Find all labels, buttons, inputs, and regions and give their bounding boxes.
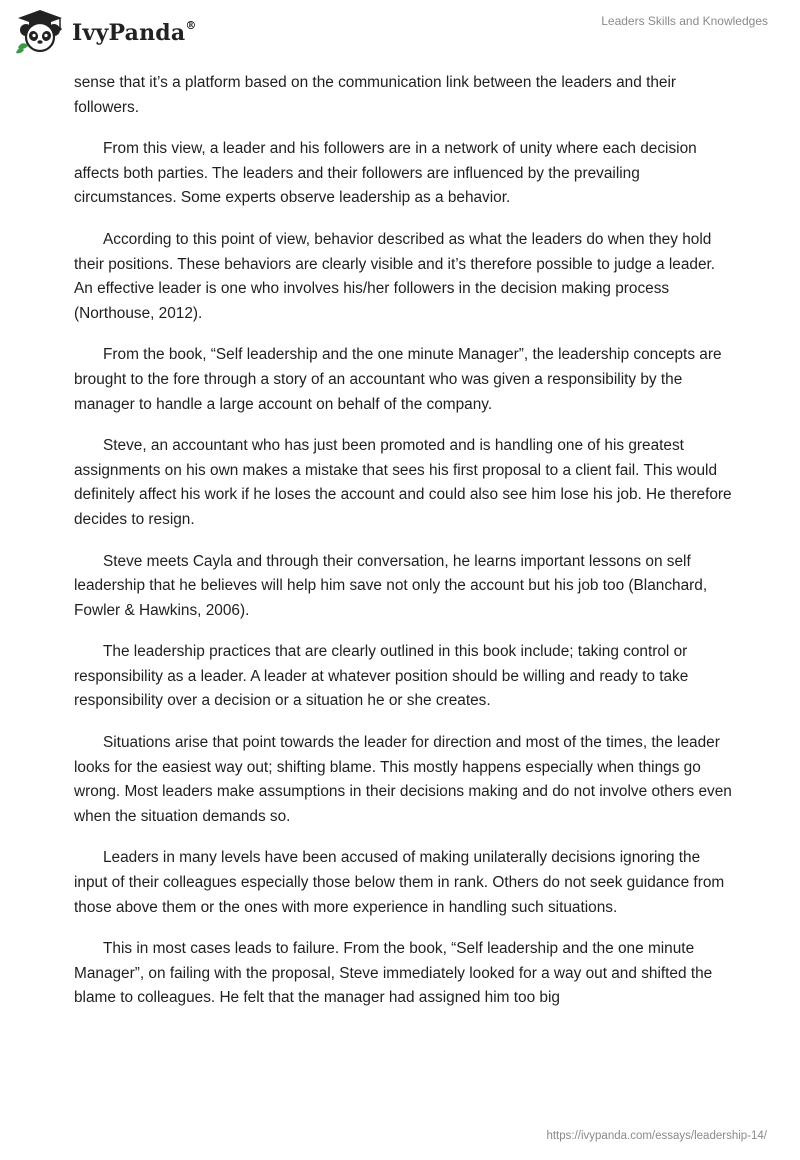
- paragraph: Steve meets Cayla and through their conversation, he learns important lessons on self leadership that he believes will help him save not only the account but his job too (Blanchard, Fowler & Hawkins, 2006).: [74, 552, 708, 619]
- source-url-link[interactable]: https://ivypanda.com/essays/leadership-14/: [546, 1130, 767, 1142]
- paragraph: sense that it’s a platform based on the communication link between the leaders and their followers.: [74, 74, 677, 116]
- page-header: [0, 0, 800, 70]
- essay-body: [74, 71, 734, 1028]
- document-title: Leaders Skills and Knowledges: [601, 14, 768, 28]
- panda-graduate-icon: [14, 8, 66, 54]
- paragraph: Situations arise that point towards the leader for direction and most of the times, the leader looks for the easiest way out; shifting blame. This mostly happens especially when things go wrong. Most leaders make assumptions in their decisions making and do not involve others even when the situation demands so.: [74, 734, 732, 825]
- brand-name-text: IvyPanda: [72, 20, 186, 46]
- paragraph: From the book, “Self leadership and the one minute Manager”, the leadership concepts are brought to the fore through a story of an accountant who was given a responsibility by the manager to handle a large account on behalf of the company.: [74, 346, 722, 413]
- paragraph: This in most cases leads to failure. From the book, “Self leadership and the one minute Manager”, on failing with the proposal, Steve immediately looked for a way out and shifted the blame to colleagues. He felt that the manager had assigned him too big: [74, 940, 713, 1007]
- paragraph: Steve, an accountant who has just been promoted and is handling one of his greatest assignments on his own makes a mistake that sees his first proposal to a client fail. This would definitely affect his work if he loses the account and could also see him lose his job. He therefore decides to resign.: [74, 437, 732, 528]
- paragraph: Leaders in many levels have been accused of making unilaterally decisions ignoring the input of their colleagues especially those below them in rank. Others do not seek guidance from those above them or the ones with more experience in handling such situations.: [74, 849, 725, 916]
- paragraph: From this view, a leader and his followers are in a network of unity where each decision affects both parties. The leaders and their followers are influenced by the prevailing circumstances. Some experts observe leadership as a behavior.: [74, 140, 697, 207]
- paragraph: The leadership practices that are clearly outlined in this book include; taking control or responsibility as a leader. A leader at whatever position should be willing and ready to take responsibility over a decision or a situation he or she creates.: [74, 643, 689, 710]
- brand-name: [72, 20, 197, 46]
- ivypanda-logo[interactable]: [14, 8, 197, 54]
- registered-mark: ®: [185, 18, 197, 32]
- paragraph: According to this point of view, behavior described as what the leaders do when they hold their positions. These behaviors are clearly visible and it’s therefore possible to judge a leader. An effective leader is one who involves his/her followers in the decision making process (Northouse, 2012).: [74, 230, 716, 322]
